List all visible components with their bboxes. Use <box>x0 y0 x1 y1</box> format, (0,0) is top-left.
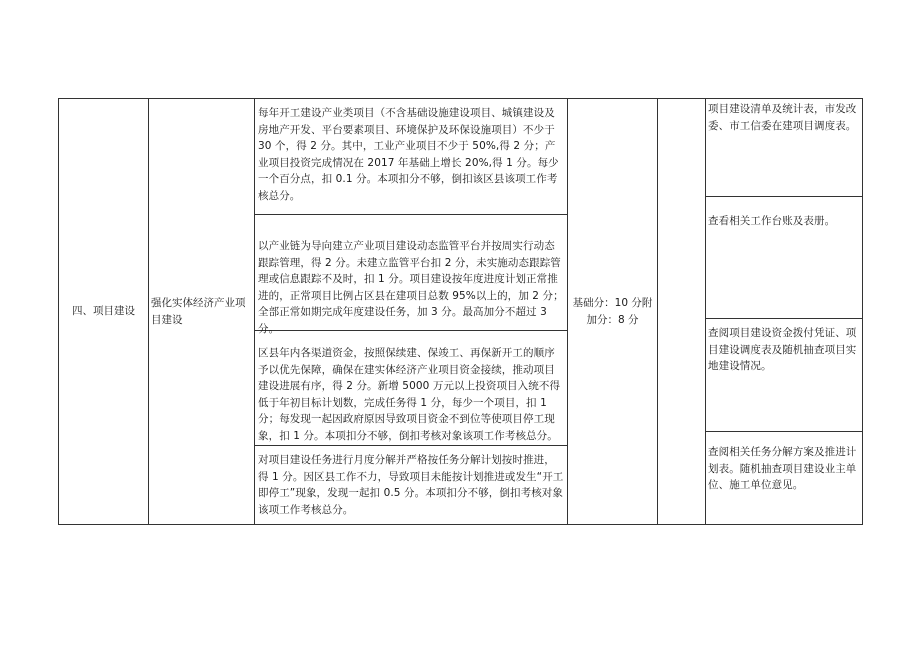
item-label: 强化实体经济产业项目建设 <box>151 297 246 326</box>
method-text-3: 查阅项目建设资金拨付凭证、项目建设调度表及随机抽查项目实地建设情况。 <box>708 327 857 372</box>
method-text-1: 项目建设清单及统计表，市发改委、市工信委在建项目调度表。 <box>708 103 857 132</box>
table-border-right <box>862 98 863 525</box>
method-row-divider-3 <box>705 431 862 432</box>
criteria-text-1: 每年开工建设产业类项目（不含基础设施建设项目、城镇建设及房地产开发、平台要素项目、环境保护及环保设施项目）不少于 30 个，得 2 分。其中，工业产业项目不少于 50%,得 2 分；产业项目投资完成情况在 2017 年基础上增长 20%,得 1 分。每少一个百分点，扣 0.1 分。本项扣分不够，倒扣该区县该项工作考核总分。 <box>258 107 559 202</box>
method-text-2: 查看相关工作台账及表册。 <box>708 215 836 227</box>
criteria-row-divider-1 <box>254 214 567 215</box>
criteria-text-3: 区县年内各渠道资金，按照保续建、保竣工、再保新开工的顺序予以优先保障，确保在建实体经济产业项目资金接续，推动项目建设进展有序，得 2 分。新增 5000 万元以上投资项目入统不得低于年初目标计划数，完成任务得 1 分，每少一个项目，扣 1 分；每发现一起因政府原因导致项目资金不到位等使项目停工现象，扣 1 分。本项扣分不够，倒扣考核对象该项工作考核总分。 <box>258 347 561 442</box>
table-border-bottom <box>58 524 863 525</box>
criteria-text-2: 以产业链为导向建立产业项目建设动态监管平台并按周实行动态跟踪管理，得 2 分。未建立监管平台扣 2 分，未实施动态跟踪管理或信息跟踪不及时，扣 1 分。项目建设按年度进度计划正常推进的，正常项目比例占区县在建项目总数 95%以上的，加 2 分；全部正常如期完成年度建设任务，加 3 分。最高加分不超过 3 分。 <box>258 240 564 335</box>
column-divider-4 <box>657 98 658 525</box>
section-label: 四、项目建设 <box>72 305 135 318</box>
section-cell <box>59 99 148 524</box>
score-cell <box>568 99 657 524</box>
column-divider-2 <box>254 98 255 525</box>
score-base: 基础分：10 分附 <box>572 297 653 309</box>
column-divider-5 <box>705 98 706 525</box>
criteria-text-4: 对项目建设任务进行月度分解并严格按任务分解计划按时推进，得 1 分。因区县工作不力，导致项目未能按计划推进或发生“开工即停工”现象，发现一起扣 0.5 分。本项扣分不够，倒扣考核对象该项工作考核总分。 <box>258 454 564 516</box>
score-bonus: 加分：8 分 <box>586 313 639 326</box>
method-row-divider-2 <box>705 318 862 319</box>
method-text-4: 查阅相关任务分解方案及推进计划表。随机抽查项目建设业主单位、施工单位意见。 <box>708 446 857 491</box>
column-divider-1 <box>148 98 149 525</box>
item-cell <box>151 99 251 524</box>
method-row-divider-1 <box>705 196 862 197</box>
criteria-row-divider-3 <box>254 445 567 446</box>
